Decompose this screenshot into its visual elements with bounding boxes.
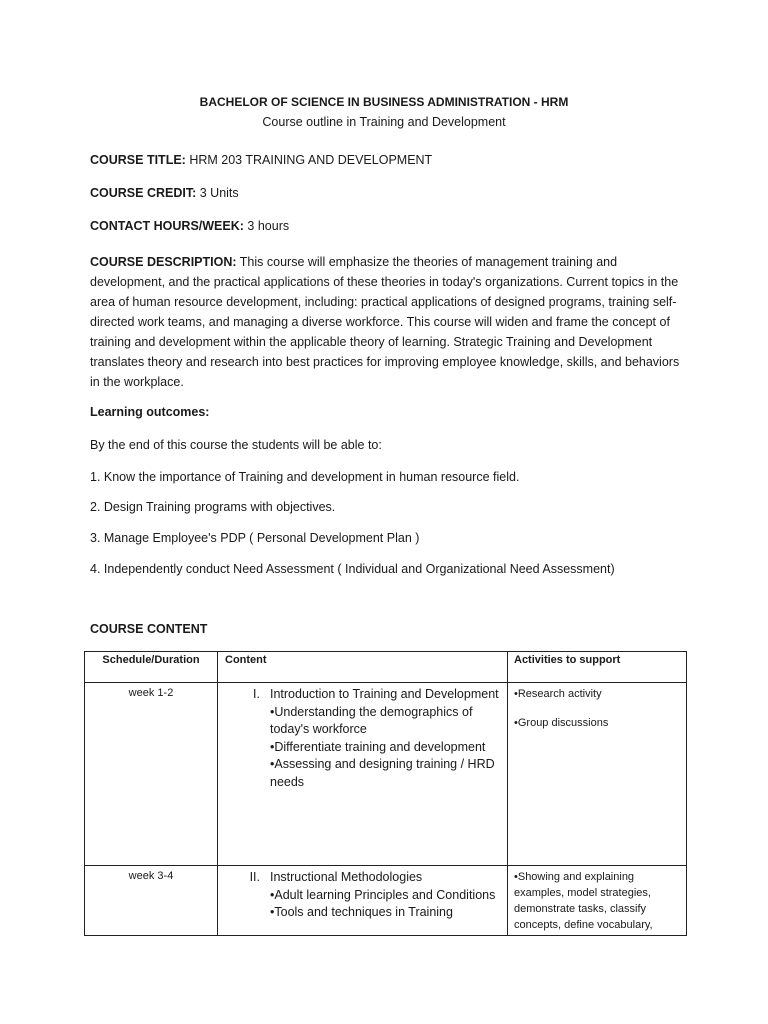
topic-subitem: •Differentiate training and development	[270, 739, 486, 754]
course-description-text: This course will emphasize the theories of management training and development, and the practical applications of these theories in today's organizations. Current topics in the area of human resource development, including: practical applications of designed programs, training self- directed work teams, and managing a diverse workforce. This course will widen and frame the concept of training and development within the applicable theory of learning. Strategic Training and Development translates theory and research into best practices for improving employee knowledge, skills, and behaviors in the workplace.	[90, 255, 680, 389]
table-row	[85, 866, 687, 936]
contact-hours-label: CONTACT HOURS/WEEK:	[90, 219, 244, 233]
course-credit-value: 3 Units	[196, 186, 239, 200]
course-title-value: HRM 203 TRAINING AND DEVELOPMENT	[185, 153, 433, 167]
document-title: BACHELOR OF SCIENCE IN BUSINESS ADMINISTRATION - HRM	[199, 95, 569, 109]
content-cell	[218, 866, 508, 936]
course-title-label: COURSE TITLE:	[90, 153, 186, 167]
outcome-item: 1. Know the importance of Training and development in human resource field.	[90, 470, 520, 484]
topic-title: Instructional Methodologies	[270, 870, 423, 884]
column-header-content: Content	[218, 652, 508, 683]
learning-outcomes-intro: By the end of this course the students will be able to:	[90, 438, 382, 452]
outcome-item: 2. Design Training programs with objectives.	[90, 500, 336, 514]
activities-cell	[508, 683, 687, 866]
course-title-field	[90, 153, 432, 167]
activity-item: •Research activity	[514, 688, 602, 700]
table-header-row	[85, 652, 687, 683]
topic-subitem: •Understanding the demographics of today's workforce	[270, 704, 473, 736]
schedule-cell: week 1-2	[85, 683, 218, 866]
outcome-item: 4. Independently conduct Need Assessment ( Individual and Organizational Need Assessment)	[90, 562, 615, 576]
topic-subitem: •Adult learning Principles and Conditions	[270, 887, 496, 902]
course-content-table	[84, 651, 687, 936]
contact-hours-value: 3 hours	[243, 219, 290, 233]
course-description-label: COURSE DESCRIPTION:	[90, 255, 237, 269]
topic-number: II.	[249, 870, 260, 884]
topic-subitem: •Assessing and designing training / HRD needs	[270, 757, 495, 789]
course-content-heading: COURSE CONTENT	[90, 622, 208, 636]
topic-title: Introduction to Training and Development	[270, 687, 499, 701]
activities-cell	[508, 866, 687, 936]
column-header-schedule: Schedule/Duration	[85, 652, 218, 683]
document-subtitle: Course outline in Training and Development	[262, 115, 506, 129]
course-credit-label: COURSE CREDIT:	[90, 186, 197, 200]
topic-line	[218, 686, 501, 704]
content-cell	[218, 683, 508, 866]
learning-outcomes-heading: Learning outcomes:	[90, 405, 210, 419]
contact-hours-field	[90, 219, 289, 233]
activity-item: •Group discussions	[514, 717, 609, 729]
topic-number: I.	[253, 687, 260, 701]
course-credit-field	[90, 186, 239, 200]
outcome-item: 3. Manage Employee's PDP ( Personal Development Plan )	[90, 531, 420, 545]
schedule-cell: week 3-4	[85, 866, 218, 936]
column-header-activities: Activities to support	[508, 652, 687, 683]
topic-line	[218, 869, 501, 887]
topic-subitem: •Tools and techniques in Training	[270, 905, 453, 919]
course-description	[90, 252, 680, 392]
table-row	[85, 683, 687, 866]
activity-item: •Showing and explaining examples, model strategies, demonstrate tasks, classify concepts, define vocabulary,	[514, 871, 653, 931]
